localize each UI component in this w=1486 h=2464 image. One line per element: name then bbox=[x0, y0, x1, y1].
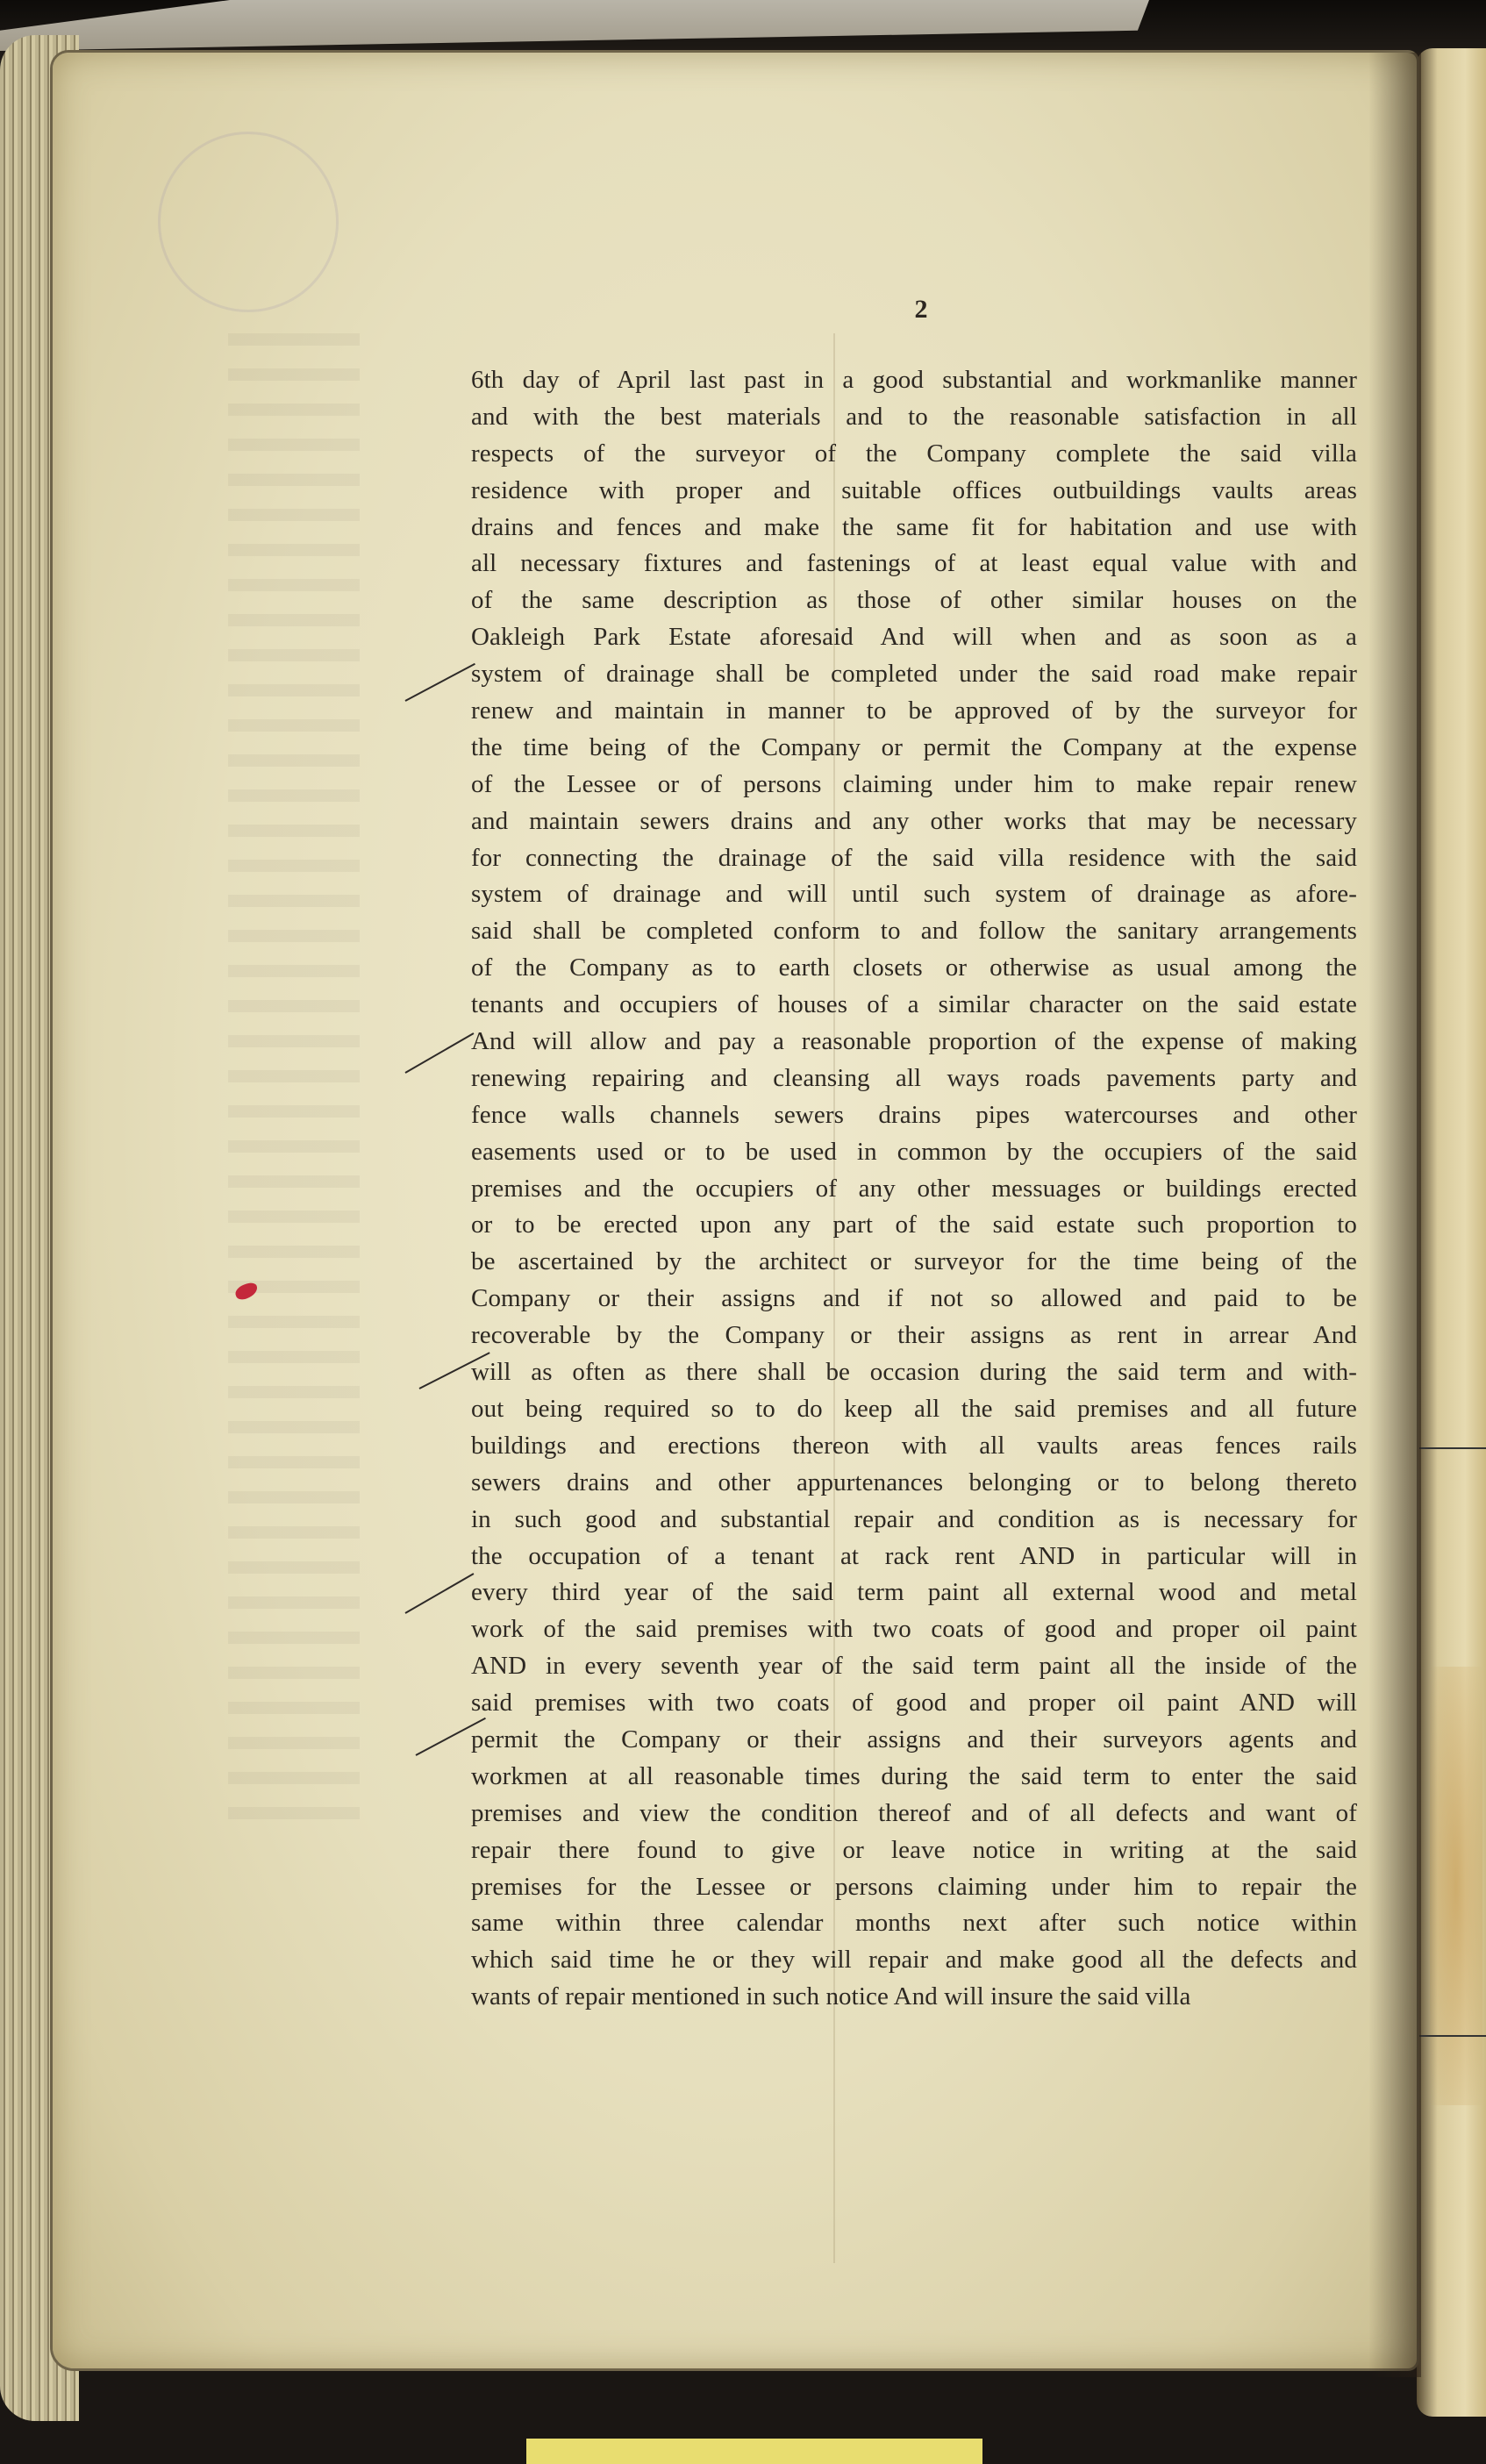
text-line: premises and view the condition thereof and of all defects and want of bbox=[471, 1798, 1357, 1827]
faint-stamp bbox=[158, 132, 339, 312]
text-line: easements used or to be used in common by the occupiers of the said bbox=[471, 1137, 1357, 1166]
text-line: drains and fences and make the same fit for habitation and use with bbox=[471, 512, 1357, 541]
text-line: wants of repair mentioned in such notice And will insure the said villa bbox=[471, 1982, 1191, 2011]
text-line: system of drainage and will until such system of drainage as afore- bbox=[471, 880, 1357, 909]
text-line: Oakleigh Park Estate aforesaid And will when and as soon as a bbox=[471, 623, 1357, 652]
text-line: all necessary fixtures and fastenings of at least equal value with and bbox=[471, 549, 1357, 578]
text-line: tenants and occupiers of houses of a similar character on the said estate bbox=[471, 990, 1357, 1019]
text-line: system of drainage shall be completed under the said road make repair bbox=[471, 660, 1357, 689]
text-line: Company or their assigns and if not so allowed and paid to be bbox=[471, 1284, 1357, 1313]
bottom-tab-marker bbox=[526, 2439, 982, 2464]
text-line: premises for the Lessee or persons claiming under him to repair the bbox=[471, 1872, 1357, 1901]
gutter-shadow bbox=[1368, 53, 1421, 2377]
text-line: recoverable by the Company or their assigns as rent in arrear And bbox=[471, 1321, 1357, 1350]
facing-page-rule bbox=[1417, 1447, 1486, 1449]
text-line: the occupation of a tenant at rack rent AND in particular will in bbox=[471, 1541, 1357, 1570]
text-line: will as often as there shall be occasion during the said term and with- bbox=[471, 1358, 1357, 1387]
text-line: renewing repairing and cleansing all ways roads pavements party and bbox=[471, 1063, 1357, 1092]
text-line: said shall be completed conform to and follow the sanitary arrangements bbox=[471, 917, 1357, 946]
text-line: same within three calendar months next after such notice within bbox=[471, 1909, 1357, 1938]
text-line: said premises with two coats of good and proper oil paint AND will bbox=[471, 1689, 1357, 1718]
text-line: residence with proper and suitable offices outbuildings vaults areas bbox=[471, 475, 1357, 504]
text-line: renew and maintain in manner to be approved of by the surveyor for bbox=[471, 696, 1357, 725]
text-line: for connecting the drainage of the said villa residence with the said bbox=[471, 843, 1357, 872]
text-line: of the same description as those of other similar houses on the bbox=[471, 586, 1357, 615]
text-line: buildings and erections thereon with all vaults areas fences rails bbox=[471, 1431, 1357, 1460]
text-line: or to be erected upon any part of the said estate such proportion to bbox=[471, 1211, 1357, 1239]
text-line: the time being of the Company or permit the Company at the expense bbox=[471, 732, 1357, 761]
text-line: And will allow and pay a reasonable proportion of the expense of making bbox=[471, 1027, 1357, 1056]
text-line: permit the Company or their assigns and their surveyors agents and bbox=[471, 1725, 1357, 1753]
text-line: repair there found to give or leave notice in writing at the said bbox=[471, 1835, 1357, 1864]
text-line: premises and the occupiers of any other messuages or buildings erected bbox=[471, 1174, 1357, 1203]
text-line: of the Lessee or of persons claiming under him to make repair renew bbox=[471, 769, 1357, 798]
text-line: be ascertained by the architect or surveyor for the time being of the bbox=[471, 1247, 1357, 1276]
text-line: respects of the surveyor of the Company complete the said villa bbox=[471, 439, 1357, 468]
text-line: which said time he or they will repair and make good all the defects and bbox=[471, 1946, 1357, 1975]
text-line: 6th day of April last past in a good substantial and workmanlike manner bbox=[471, 366, 1357, 394]
text-line: in such good and substantial repair and condition as is necessary for bbox=[471, 1504, 1357, 1533]
text-line: of the Company as to earth closets or otherwise as usual among the bbox=[471, 953, 1357, 982]
text-line: work of the said premises with two coats of good and proper oil paint bbox=[471, 1615, 1357, 1644]
text-line: and maintain sewers drains and any other works that may be necessary bbox=[471, 806, 1357, 835]
facing-page-stain bbox=[1430, 1667, 1482, 2105]
document-body-text bbox=[471, 362, 1357, 2016]
text-line: every third year of the said term paint all external wood and metal bbox=[471, 1578, 1357, 1607]
text-line: sewers drains and other appurtenances belonging or to belong thereto bbox=[471, 1468, 1357, 1496]
text-line: fence walls channels sewers drains pipes watercourses and other bbox=[471, 1100, 1357, 1129]
text-line: AND in every seventh year of the said term paint all the inside of the bbox=[471, 1652, 1357, 1681]
facing-page-rule bbox=[1417, 2035, 1486, 2037]
text-line: out being required so to do keep all the said premises and all future bbox=[471, 1394, 1357, 1423]
page-number: 2 bbox=[914, 295, 928, 324]
text-line: and with the best materials and to the reasonable satisfaction in all bbox=[471, 402, 1357, 431]
text-line: workmen at all reasonable times during the said term to enter the said bbox=[471, 1761, 1357, 1790]
bleed-through-text bbox=[228, 333, 360, 1825]
